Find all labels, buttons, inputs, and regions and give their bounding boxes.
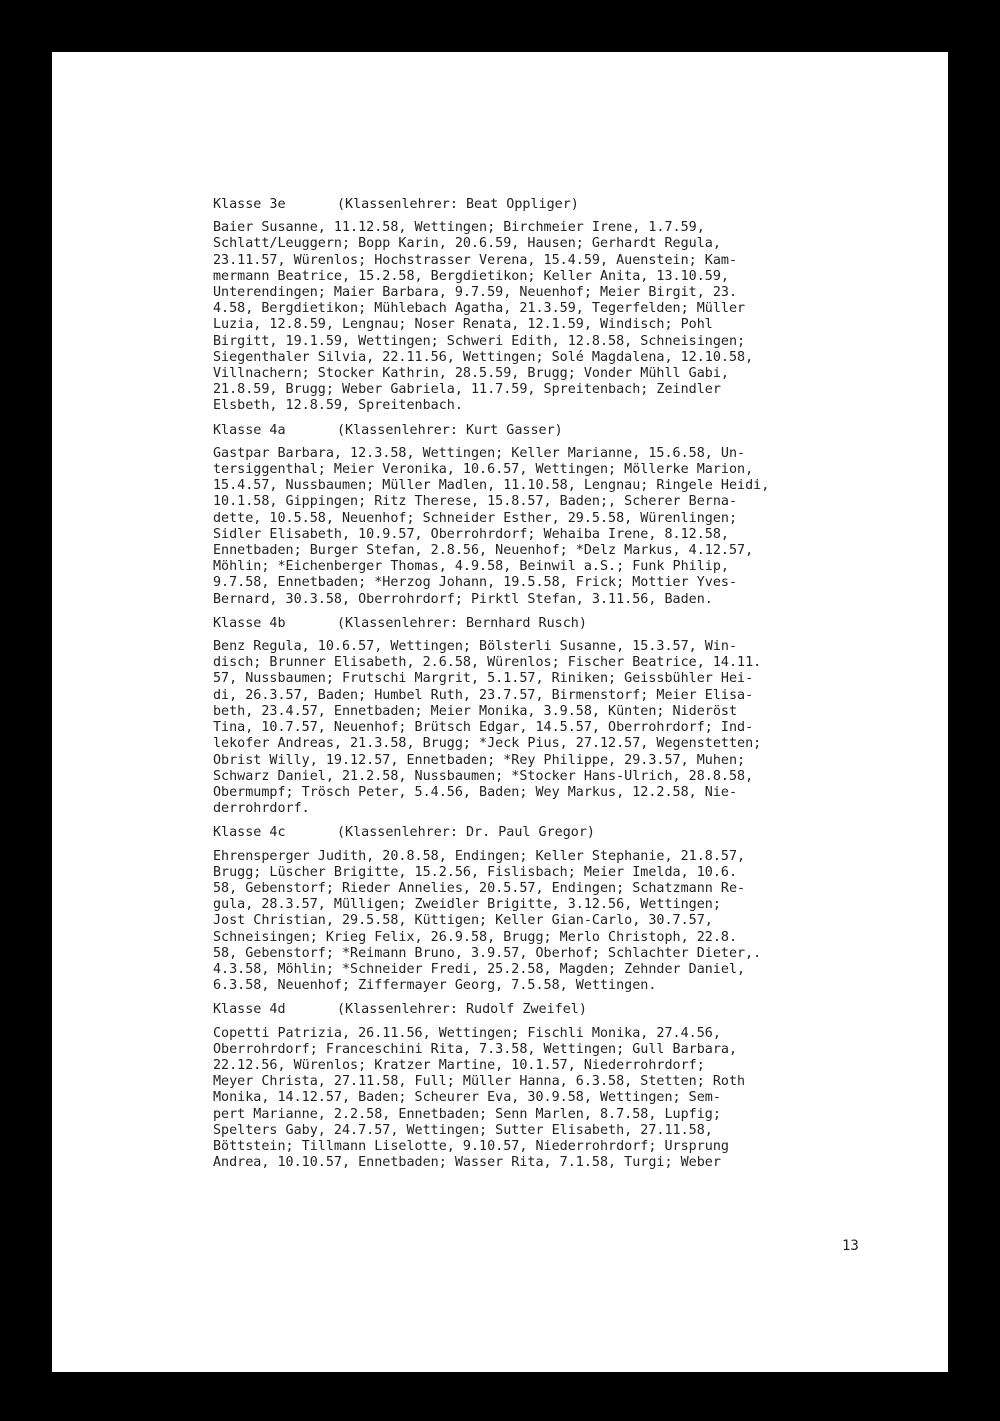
text-line: Monika, 14.12.57, Baden; Scheurer Eva, 30.9.58, Wettingen; Sem-	[213, 1090, 721, 1106]
class-section-4c	[213, 825, 913, 994]
text-line: 58, Gebenstorf; Rieder Annelies, 20.5.57, Endingen; Schatzmann Re-	[213, 880, 746, 896]
text-line: Schneisingen; Krieg Felix, 26.9.58, Brugg; Merlo Christoph, 22.8.	[213, 929, 738, 945]
text-line: 10.1.58, Gippingen; Ritz Therese, 15.8.57, Baden;, Scherer Berna-	[213, 494, 738, 510]
text-line: 21.8.59, Brugg; Weber Gabriela, 11.7.59, Spreitenbach; Zeindler	[213, 382, 721, 398]
class-section-3e	[213, 197, 913, 415]
text-line: 22.12.56, Würenlos; Kratzer Martine, 10.1.57, Niederrohrdorf;	[213, 1057, 705, 1073]
text-line: mermann Beatrice, 15.2.58, Bergdietikon; Keller Anita, 13.10.59,	[213, 268, 729, 284]
text-line: Luzia, 12.8.59, Lengnau; Noser Renata, 12.1.59, Windisch; Pohl	[213, 317, 713, 333]
text-line: Tina, 10.7.57, Neuenhof; Brütsch Edgar, 14.5.57, Oberrohrdorf; Ind-	[213, 720, 754, 736]
text-line: 4.3.58, Möhlin; *Schneider Fredi, 25.2.58, Magden; Zehnder Daniel,	[213, 961, 746, 977]
student-list	[213, 446, 913, 608]
class-name: Klasse 3e	[213, 197, 286, 212]
class-teacher: (Klassenlehrer: Dr. Paul Gregor)	[337, 825, 595, 841]
text-line: Gastpar Barbara, 12.3.58, Wettingen; Keller Marianne, 15.6.58, Un-	[213, 445, 746, 461]
class-teacher: (Klassenlehrer: Beat Oppliger)	[337, 197, 579, 212]
text-line: Siegenthaler Silvia, 22.11.56, Wettingen; Solé Magdalena, 12.10.58,	[213, 349, 754, 365]
class-heading	[213, 423, 913, 439]
text-line: di, 26.3.57, Baden; Humbel Ruth, 23.7.57, Birmenstorf; Meier Elisa-	[213, 687, 754, 703]
text-line: Villnachern; Stocker Kathrin, 28.5.59, Brugg; Vonder Mühll Gabi,	[213, 366, 729, 382]
text-line: Birgitt, 19.1.59, Wettingen; Schweri Edith, 12.8.58, Schneisingen;	[213, 333, 746, 349]
class-teacher: (Klassenlehrer: Bernhard Rusch)	[337, 615, 587, 631]
text-line: Unterendingen; Maier Barbara, 9.7.59, Neuenhof; Meier Birgit, 23.	[213, 285, 738, 301]
document-page	[52, 52, 948, 1372]
class-teacher: (Klassenlehrer: Rudolf Zweifel)	[337, 1002, 587, 1018]
text-line: derrohrdorf.	[213, 801, 310, 817]
text-line: Böttstein; Tillmann Liselotte, 9.10.57, Niederrohrdorf; Ursprung	[213, 1138, 729, 1154]
text-line: 9.7.58, Ennetbaden; *Herzog Johann, 19.5.58, Frick; Mottier Yves-	[213, 575, 738, 591]
text-line: Obermumpf; Trösch Peter, 5.4.56, Baden; Wey Markus, 12.2.58, Nie-	[213, 784, 738, 800]
class-teacher: (Klassenlehrer: Kurt Gasser)	[337, 422, 563, 438]
text-line: gula, 28.3.57, Mülligen; Zweidler Brigitte, 3.12.56, Wettingen;	[213, 897, 721, 913]
class-section-4a	[213, 423, 913, 608]
text-line: Schlatt/Leuggern; Bopp Karin, 20.6.59, Hausen; Gerhardt Regula,	[213, 236, 721, 252]
page-number: 13	[842, 1238, 859, 1254]
text-line: 15.4.57, Nussbaumen; Müller Madlen, 11.10.58, Lengnau; Ringele Heidi,	[213, 478, 770, 494]
text-line: Jost Christian, 29.5.58, Küttigen; Keller Gian-Carlo, 30.7.57,	[213, 913, 713, 929]
student-list	[213, 1026, 913, 1172]
text-line: Spelters Gaby, 24.7.57, Wettingen; Sutter Elisabeth, 27.11.58,	[213, 1122, 713, 1138]
text-line: Ehrensperger Judith, 20.8.58, Endingen; Keller Stephanie, 21.8.57,	[213, 848, 746, 864]
class-name: Klasse 4b	[213, 615, 286, 631]
text-line: Baier Susanne, 11.12.58, Wettingen; Birchmeier Irene, 1.7.59,	[213, 220, 705, 236]
class-section-4b	[213, 616, 913, 817]
text-line: 57, Nussbaumen; Frutschi Margrit, 5.1.57, Riniken; Geissbühler Hei-	[213, 671, 754, 687]
text-line: Copetti Patrizia, 26.11.56, Wettingen; Fischli Monika, 27.4.56,	[213, 1025, 721, 1041]
text-line: dette, 10.5.58, Neuenhof; Schneider Esther, 29.5.58, Würenlingen;	[213, 510, 738, 526]
class-section-4d	[213, 1002, 913, 1171]
student-list	[213, 220, 913, 414]
class-heading	[213, 197, 913, 213]
text-line: tersiggenthal; Meier Veronika, 10.6.57, Wettingen; Möllerke Marion,	[213, 462, 754, 478]
text-line: beth, 23.4.57, Ennetbaden; Meier Monika, 3.9.58, Künten; Nideröst	[213, 703, 738, 719]
text-line: Bernard, 30.3.58, Oberrohrdorf; Pirktl Stefan, 3.11.56, Baden.	[213, 591, 713, 607]
text-line: Sidler Elisabeth, 10.9.57, Oberrohrdorf; Wehaiba Irene, 8.12.58,	[213, 526, 729, 542]
text-line: Ennetbaden; Burger Stefan, 2.8.56, Neuenhof; *Delz Markus, 4.12.57,	[213, 543, 754, 559]
class-heading	[213, 616, 913, 632]
class-name: Klasse 4c	[213, 825, 286, 841]
class-list	[213, 197, 913, 1179]
text-line: Obrist Willy, 19.12.57, Ennetbaden; *Rey Philippe, 29.3.57, Muhen;	[213, 752, 746, 768]
class-name: Klasse 4a	[213, 422, 286, 438]
text-line: Möhlin; *Eichenberger Thomas, 4.9.58, Beinwil a.S.; Funk Philip,	[213, 559, 729, 575]
text-line: Andrea, 10.10.57, Ennetbaden; Wasser Rita, 7.1.58, Turgi; Weber	[213, 1155, 721, 1171]
text-line: 23.11.57, Würenlos; Hochstrasser Verena, 15.4.59, Auenstein; Kam-	[213, 252, 738, 268]
text-line: pert Marianne, 2.2.58, Ennetbaden; Senn Marlen, 8.7.58, Lupfig;	[213, 1106, 721, 1122]
student-list	[213, 849, 913, 995]
text-line: 6.3.58, Neuenhof; Ziffermayer Georg, 7.5.58, Wettingen.	[213, 978, 657, 994]
text-line: Elsbeth, 12.8.59, Spreitenbach.	[213, 398, 463, 414]
text-line: Schwarz Daniel, 21.2.58, Nussbaumen; *Stocker Hans-Ulrich, 28.8.58,	[213, 768, 754, 784]
text-line: Benz Regula, 10.6.57, Wettingen; Bölsterli Susanne, 15.3.57, Win-	[213, 639, 738, 655]
text-line: Meyer Christa, 27.11.58, Full; Müller Hanna, 6.3.58, Stetten; Roth	[213, 1074, 746, 1090]
text-line: Oberrohrdorf; Franceschini Rita, 7.3.58, Wettingen; Gull Barbara,	[213, 1041, 738, 1057]
text-line: lekofer Andreas, 21.3.58, Brugg; *Jeck Pius, 27.12.57, Wegenstetten;	[213, 736, 762, 752]
class-heading	[213, 1002, 913, 1018]
text-line: 58, Gebenstorf; *Reimann Bruno, 3.9.57, Oberhof; Schlachter Dieter,.	[213, 945, 762, 961]
student-list	[213, 639, 913, 817]
text-line: 4.58, Bergdietikon; Mühlebach Agatha, 21.3.59, Tegerfelden; Müller	[213, 301, 746, 317]
class-name: Klasse 4d	[213, 1002, 286, 1018]
text-line: disch; Brunner Elisabeth, 2.6.58, Würenlos; Fischer Beatrice, 14.11.	[213, 655, 762, 671]
class-heading	[213, 825, 913, 841]
text-line: Brugg; Lüscher Brigitte, 15.2.56, Fislisbach; Meier Imelda, 10.6.	[213, 864, 738, 880]
